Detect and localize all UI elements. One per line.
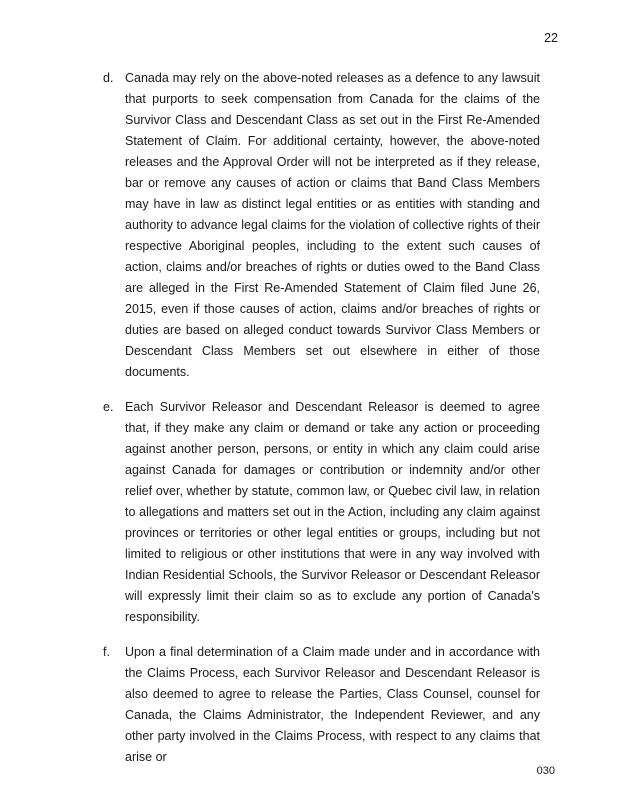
paragraph-d	[103, 68, 540, 383]
paragraph-text: Upon a final determination of a Claim made under and in accordance with the Claims Process, each Survivor Releasor and Descendant Releasor is also deemed to agree to release the Parties, Class Counsel, counsel for Canada, the Claims Administrator, the Independent Reviewer, and any other party involved in the Claims Process, with respect to any claims that arise or	[125, 645, 540, 764]
page-number: 22	[544, 31, 558, 45]
paragraph-label: f.	[103, 645, 110, 659]
paragraph-label: e.	[103, 400, 114, 414]
paragraph-label: d.	[103, 71, 114, 85]
paragraph-text: Each Survivor Releasor and Descendant Releasor is deemed to agree that, if they make any claim or demand or take any action or proceeding against another person, persons, or entity in which any claim could arise against Canada for damages or contribution or indemnity and/or other relief over, whether by statute, common law, or Quebec civil law, in relation to allegations and matters set out in the Action, including any claim against provinces or territories or other legal entities or groups, including but not limited to religious or other institutions that were in any way involved with Indian Residential Schools, the Survivor Releasor or Descendant Releasor will expressly limit their claim so as to exclude any portion of Canada's responsibility.	[125, 400, 540, 624]
footer-stamp-number: 030	[536, 765, 555, 777]
document-body	[103, 68, 540, 782]
paragraph-e	[103, 397, 540, 628]
paragraph-f	[103, 642, 540, 768]
paragraph-text: Canada may rely on the above-noted releases as a defence to any lawsuit that purports to seek compensation from Canada for the claims of the Survivor Class and Descendant Class as set out in the First Re-Amended Statement of Claim. For additional certainty, however, the above-noted releases and the Approval Order will not be interpreted as if they release, bar or remove any causes of action or claims that Band Class Members may have in law as distinct legal entities or as entities with standing and authority to advance legal claims for the violation of collective rights of their respective Aboriginal peoples, including to the extent such causes of action, claims and/or breaches of rights or duties owed to the Band Class are alleged in the First Re-Amended Statement of Claim filed June 26, 2015, even if those causes of action, claims and/or breaches of rights or duties are based on alleged conduct towards Survivor Class Members or Descendant Class Members set out elsewhere in either of those documents.	[125, 71, 540, 379]
